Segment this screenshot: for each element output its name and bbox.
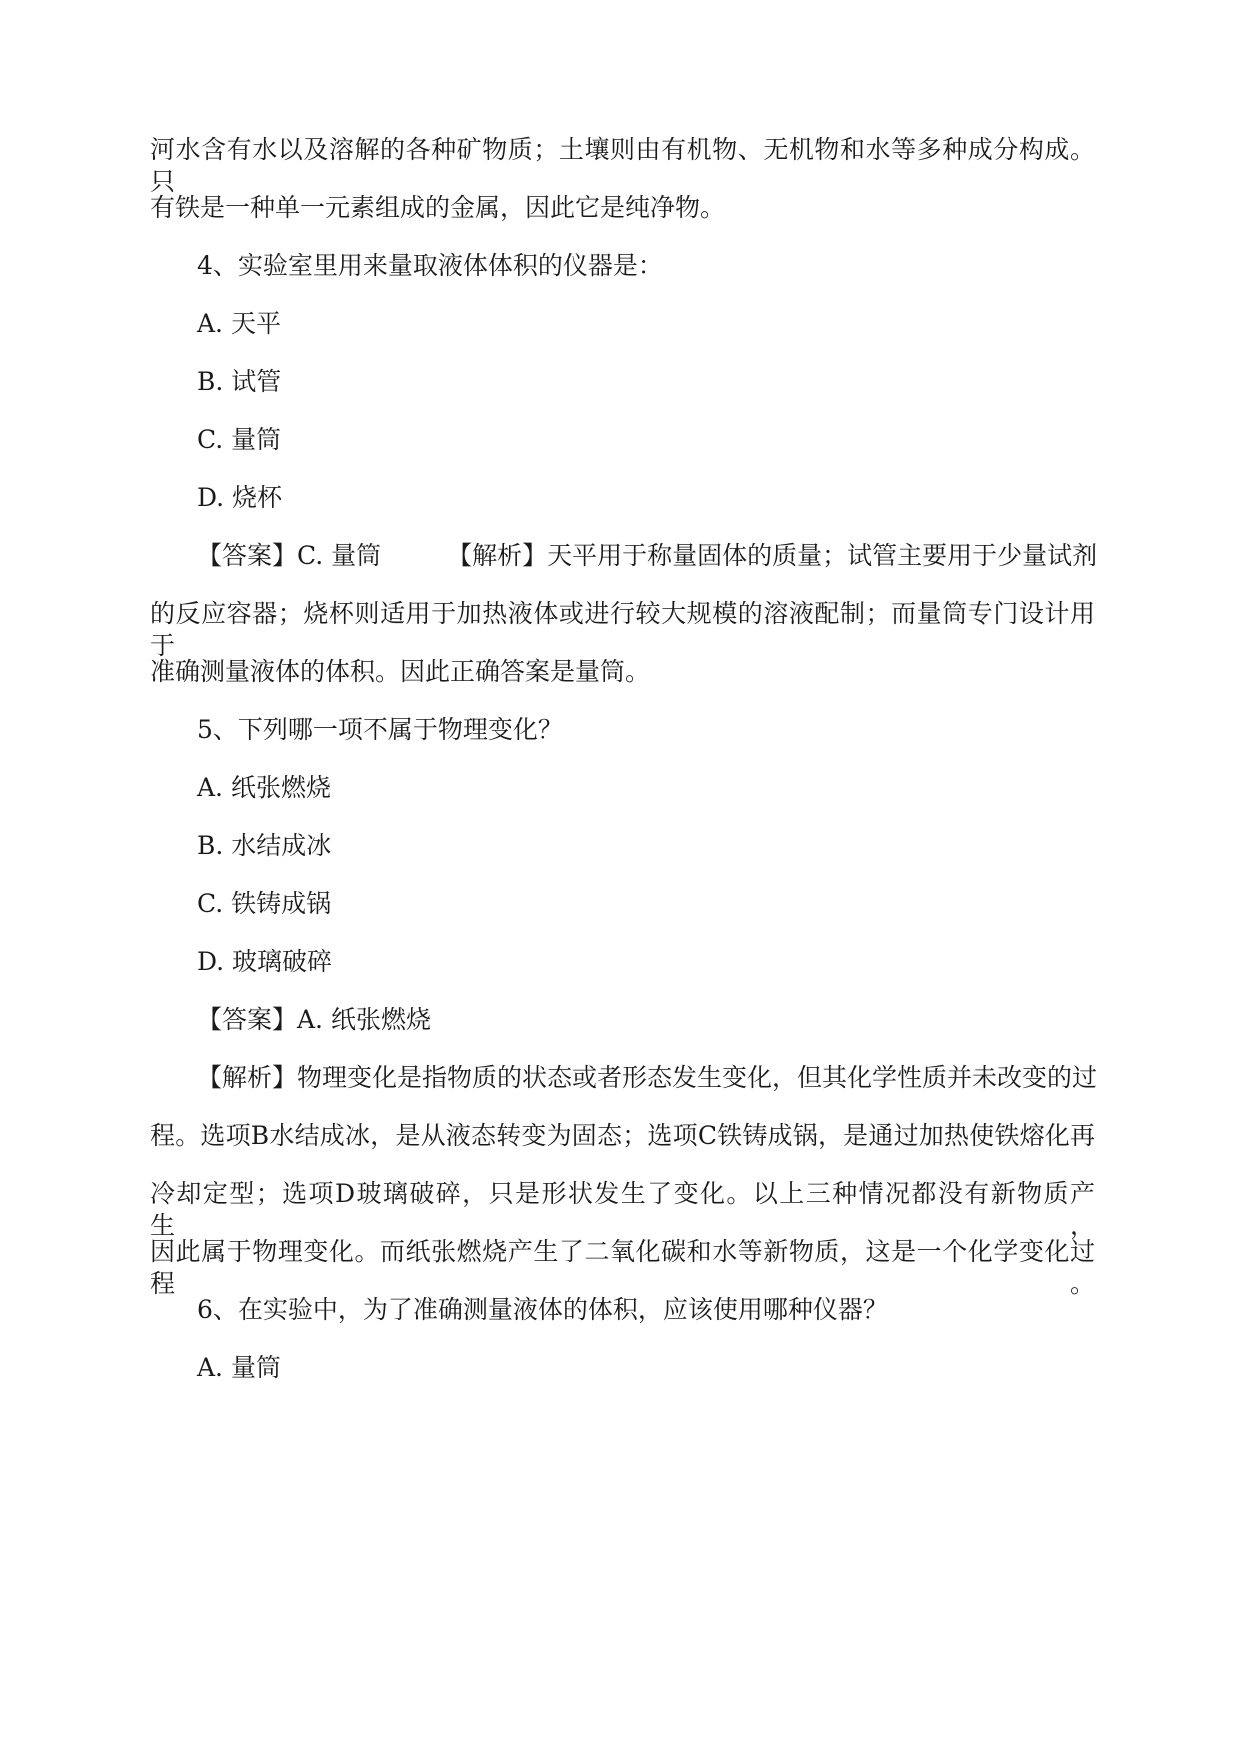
paragraph-line bbox=[150, 1236, 1095, 1298]
paragraph-line bbox=[150, 656, 650, 688]
q5-answer: 【答案】A. 纸张燃烧 bbox=[197, 1005, 431, 1034]
q4-explanation-line-1: 【解析】天平用于称量固体的质量；试管主要用于少量试剂 bbox=[447, 541, 1098, 570]
q5-option-b: B. 水结成冰 bbox=[197, 831, 332, 860]
q4-explanation-line-3: 准确测量液体的体积。因此正确答案是量筒。 bbox=[150, 657, 651, 686]
q5-explanation-line-3: 冷却定型；选项D玻璃破碎，只是形状发生了变化。以上三种情况都没有新物质产生， bbox=[150, 1179, 1095, 1240]
paragraph-line bbox=[197, 1062, 1097, 1094]
q5-option-d: D. 玻璃破碎 bbox=[197, 947, 333, 976]
q5-explanation-line-2: 程。选项B水结成冰，是从液态转变为固态；选项C铁铸成锅，是通过加热使铁熔化再 bbox=[150, 1121, 1095, 1150]
paragraph-line bbox=[150, 134, 1095, 196]
q4-option-c: C. 量筒 bbox=[197, 425, 282, 454]
q4-explanation-line-2: 的反应容器；烧杯则适用于加热液体或进行较大规模的溶液配制；而量筒专门设计用于 bbox=[150, 599, 1095, 660]
q3-explanation-line-1: 河水含有水以及溶解的各种矿物质；土壤则由有机物、无机物和水等多种成分构成。只 bbox=[150, 135, 1095, 196]
paragraph-line bbox=[150, 192, 725, 224]
q5-option-c: C. 铁铸成锅 bbox=[197, 889, 332, 918]
q4-option-d: D. 烧杯 bbox=[197, 483, 283, 512]
q4-option-b: B. 试管 bbox=[197, 367, 282, 396]
q6-option-a: A. 量筒 bbox=[197, 1353, 281, 1382]
q5-option-a: A. 纸张燃烧 bbox=[197, 773, 331, 802]
question-6: 6、在实验中，为了准确测量液体的体积，应该使用哪种仪器？ bbox=[197, 1295, 888, 1324]
question-4: 4、实验室里用来量取液体体积的仪器是： bbox=[197, 251, 663, 280]
paragraph-line bbox=[150, 1178, 1095, 1240]
q4-option-a: A. 天平 bbox=[197, 309, 281, 338]
q5-explanation-line-4: 因此属于物理变化。而纸张燃烧产生了二氧化碳和水等新物质，这是一个化学变化过程。 bbox=[150, 1237, 1095, 1298]
paragraph-line bbox=[150, 1120, 1095, 1152]
q3-explanation-line-2: 有铁是一种单一元素组成的金属，因此它是纯净物。 bbox=[150, 193, 726, 222]
q4-answer-line bbox=[197, 540, 1097, 572]
paragraph-line bbox=[150, 598, 1095, 660]
q4-answer: 【答案】C. 量筒 bbox=[197, 541, 382, 570]
q5-explanation-line-1: 【解析】物理变化是指物质的状态或者形态发生变化，但其化学性质并未改变的过 bbox=[197, 1063, 1098, 1092]
question-5: 5、下列哪一项不属于物理变化？ bbox=[197, 715, 563, 744]
